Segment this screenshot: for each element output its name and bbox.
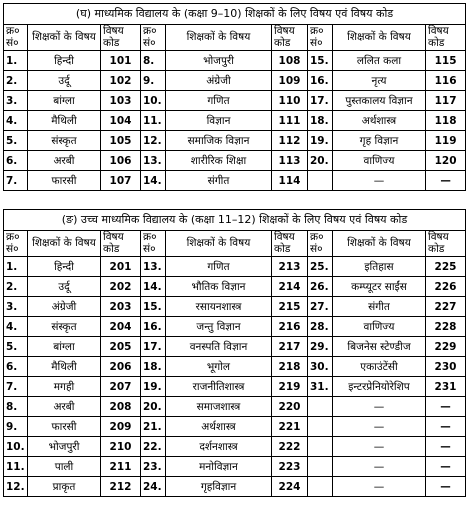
serial-number-cell [308,171,333,191]
subject-name-cell: — [333,417,426,437]
subject-name-cell: अंग्रेजी [28,297,101,317]
serial-number-cell: 9. [141,71,166,91]
serial-number-cell: 20. [308,151,333,171]
header-row [4,231,466,257]
subject-code-cell: 231 [426,377,466,397]
subject-code-cell: 107 [101,171,141,191]
serial-number-cell: 9. [4,417,28,437]
table-spacer [3,191,465,209]
subject-code-cell: 120 [426,151,466,171]
serial-number-cell: 4. [4,317,28,337]
subject-code-cell: 111 [272,111,308,131]
subject-name-cell: विज्ञान [166,111,272,131]
subject-code-cell: — [426,437,466,457]
subject-code-cell: 209 [101,417,141,437]
subject-code-cell: 210 [101,437,141,457]
subject-name-cell: उर्दू [28,277,101,297]
subject-code-cell: 116 [426,71,466,91]
subject-name-cell: पुस्तकालय विज्ञान [333,91,426,111]
subject-name-cell: मनोविज्ञान [166,457,272,477]
serial-number-cell: 2. [4,277,28,297]
subject-name-cell: राजनीतिशास्त्र [166,377,272,397]
subject-code-cell: 118 [426,111,466,131]
subject-code-cell: — [426,477,466,497]
subject-code-cell: 216 [272,317,308,337]
subject-code-cell: 226 [426,277,466,297]
table-row [4,111,466,131]
subject-code-cell: 214 [272,277,308,297]
table-row [4,397,466,417]
table-row [4,91,466,111]
serial-number-cell: 23. [141,457,166,477]
column-header-subject: शिक्षकों के विषय [28,25,101,51]
subject-code-cell: 102 [101,71,141,91]
serial-number-cell: 21. [141,417,166,437]
subject-code-cell: 215 [272,297,308,317]
subject-code-cell: — [426,417,466,437]
serial-number-cell: 14. [141,277,166,297]
subject-code-cell: 104 [101,111,141,131]
subject-code-cell: 229 [426,337,466,357]
subject-code-cell: 110 [272,91,308,111]
serial-number-cell: 2. [4,71,28,91]
serial-number-cell: 8. [4,397,28,417]
table-row [4,131,466,151]
serial-number-cell [308,457,333,477]
serial-number-cell: 16. [141,317,166,337]
serial-number-cell: 3. [4,91,28,111]
column-header-code: विषय कोड [272,25,308,51]
subject-name-cell: नृत्य [333,71,426,91]
column-header-subject: शिक्षकों के विषय [166,25,272,51]
subject-code-cell: 206 [101,357,141,377]
subject-code-cell: 114 [272,171,308,191]
subject-name-cell: गृहविज्ञान [166,477,272,497]
subject-name-cell: — [333,171,426,191]
serial-number-cell: 14. [141,171,166,191]
subject-code-cell: 217 [272,337,308,357]
subject-name-cell: अर्थशास्त्र [333,111,426,131]
subject-code-cell: — [426,397,466,417]
subject-code-cell: 105 [101,131,141,151]
subject-name-cell: जन्तु विज्ञान [166,317,272,337]
table-row [4,257,466,277]
table-row [4,277,466,297]
column-header-serial: क्र० सं० [308,25,333,51]
subject-code-cell: 213 [272,257,308,277]
subject-code-cell: 208 [101,397,141,417]
subject-code-cell: 221 [272,417,308,437]
serial-number-cell: 6. [4,357,28,377]
subject-name-cell: संगीत [166,171,272,191]
subject-name-cell: एकाउंटेंसी [333,357,426,377]
subject-name-cell: इतिहास [333,257,426,277]
column-header-code: विषय कोड [426,25,466,51]
subject-name-cell: — [333,457,426,477]
subject-name-cell: गृह विज्ञान [333,131,426,151]
subject-name-cell: मैथिली [28,357,101,377]
serial-number-cell: 7. [4,171,28,191]
subject-code-cell: 218 [272,357,308,377]
secondary-table-title: (घ) माध्यमिक विद्यालय के (कक्षा 9–10) शिक्षकों के लिए विषय एवं विषय कोड [4,4,466,25]
subject-name-cell: हिन्दी [28,51,101,71]
column-header-serial: क्र० सं० [4,231,28,257]
subject-name-cell: हिन्दी [28,257,101,277]
column-header-code: विषय कोड [101,231,141,257]
serial-number-cell: 18. [308,111,333,131]
subject-name-cell: पाली [28,457,101,477]
subject-code-cell: 230 [426,357,466,377]
table-row [4,71,466,91]
serial-number-cell: 5. [4,337,28,357]
column-header-serial: क्र० सं० [308,231,333,257]
subject-code-cell: 227 [426,297,466,317]
subject-code-cell: 113 [272,151,308,171]
subject-code-cell: 101 [101,51,141,71]
subject-name-cell: उर्दू [28,71,101,91]
column-header-serial: क्र० सं० [141,25,166,51]
subject-code-cell: 223 [272,457,308,477]
serial-number-cell: 4. [4,111,28,131]
subject-code-cell: 228 [426,317,466,337]
higher-secondary-table-title: (ङ) उच्च माध्यमिक विद्यालय के (कक्षा 11–12) शिक्षकों के लिए विषय एवं विषय कोड [4,210,466,231]
subject-name-cell: भौतिक विज्ञान [166,277,272,297]
serial-number-cell: 17. [308,91,333,111]
subject-name-cell: फारसी [28,171,101,191]
serial-number-cell: 27. [308,297,333,317]
subject-code-cell: 106 [101,151,141,171]
subject-code-cell: 103 [101,91,141,111]
subject-name-cell: वाणिज्य [333,317,426,337]
subject-code-cell: — [426,171,466,191]
subject-name-cell: संगीत [333,297,426,317]
column-header-serial: क्र० सं० [141,231,166,257]
subject-name-cell: रसायनशास्त्र [166,297,272,317]
serial-number-cell: 19. [308,131,333,151]
column-header-serial: क्र० सं० [4,25,28,51]
subject-name-cell: गणित [166,91,272,111]
secondary-subject-table [3,3,466,191]
table-row [4,51,466,71]
subject-name-cell: दर्शनशास्त्र [166,437,272,457]
table-row [4,417,466,437]
serial-number-cell: 15. [141,297,166,317]
column-header-code: विषय कोड [426,231,466,257]
serial-number-cell: 31. [308,377,333,397]
table-row [4,317,466,337]
subject-name-cell: वाणिज्य [333,151,426,171]
table-row [4,151,466,171]
serial-number-cell [308,437,333,457]
subject-name-cell: — [333,437,426,457]
serial-number-cell: 28. [308,317,333,337]
subject-name-cell: अंग्रेजी [166,71,272,91]
serial-number-cell: 7. [4,377,28,397]
column-header-subject: शिक्षकों के विषय [333,25,426,51]
table-row [4,377,466,397]
subject-code-cell: 201 [101,257,141,277]
serial-number-cell [308,477,333,497]
serial-number-cell: 11. [4,457,28,477]
serial-number-cell: 10. [4,437,28,457]
subject-name-cell: अरबी [28,151,101,171]
column-header-subject: शिक्षकों के विषय [28,231,101,257]
serial-number-cell: 13. [141,151,166,171]
subject-name-cell: कम्प्यूटर साईंस [333,277,426,297]
subject-code-cell: 119 [426,131,466,151]
subject-name-cell: मगही [28,377,101,397]
serial-number-cell: 16. [308,71,333,91]
table-row [4,457,466,477]
subject-name-cell: बांग्ला [28,91,101,111]
document [3,3,465,497]
subject-name-cell: इन्टरप्रेनियोरेशिप [333,377,426,397]
column-header-subject: शिक्षकों के विषय [333,231,426,257]
subject-code-cell: 224 [272,477,308,497]
subject-code-cell: 205 [101,337,141,357]
subject-name-cell: संस्कृत [28,317,101,337]
table-row [4,337,466,357]
table-row [4,357,466,377]
table-row [4,477,466,497]
subject-name-cell: — [333,477,426,497]
serial-number-cell: 11. [141,111,166,131]
serial-number-cell: 12. [4,477,28,497]
subject-name-cell: प्राकृत [28,477,101,497]
subject-code-cell: — [426,457,466,477]
serial-number-cell: 6. [4,151,28,171]
serial-number-cell: 25. [308,257,333,277]
serial-number-cell: 15. [308,51,333,71]
subject-name-cell: समाजशास्त्र [166,397,272,417]
subject-code-cell: 219 [272,377,308,397]
subject-name-cell: फारसी [28,417,101,437]
subject-code-cell: 212 [101,477,141,497]
column-header-code: विषय कोड [101,25,141,51]
table-row [4,297,466,317]
serial-number-cell: 8. [141,51,166,71]
subject-code-cell: 108 [272,51,308,71]
subject-name-cell: वनस्पति विज्ञान [166,337,272,357]
subject-name-cell: अरबी [28,397,101,417]
serial-number-cell: 29. [308,337,333,357]
column-header-code: विषय कोड [272,231,308,257]
subject-code-cell: 220 [272,397,308,417]
serial-number-cell: 19. [141,377,166,397]
serial-number-cell: 17. [141,337,166,357]
serial-number-cell: 20. [141,397,166,417]
subject-name-cell: गणित [166,257,272,277]
column-header-subject: शिक्षकों के विषय [166,231,272,257]
table-row [4,171,466,191]
subject-name-cell: शारीरिक शिक्षा [166,151,272,171]
serial-number-cell [308,417,333,437]
subject-code-cell: 211 [101,457,141,477]
subject-name-cell: भोजपुरी [166,51,272,71]
subject-code-cell: 204 [101,317,141,337]
serial-number-cell: 18. [141,357,166,377]
serial-number-cell: 3. [4,297,28,317]
subject-code-cell: 115 [426,51,466,71]
subject-code-cell: 203 [101,297,141,317]
subject-code-cell: 202 [101,277,141,297]
subject-code-cell: 109 [272,71,308,91]
subject-name-cell: — [333,397,426,417]
table-row [4,437,466,457]
serial-number-cell: 1. [4,257,28,277]
subject-name-cell: भोजपुरी [28,437,101,457]
subject-name-cell: संस्कृत [28,131,101,151]
subject-name-cell: मैथिली [28,111,101,131]
header-row [4,25,466,51]
subject-code-cell: 222 [272,437,308,457]
serial-number-cell: 1. [4,51,28,71]
subject-name-cell: अर्थशास्त्र [166,417,272,437]
subject-name-cell: ललित कला [333,51,426,71]
subject-code-cell: 112 [272,131,308,151]
subject-code-cell: 117 [426,91,466,111]
serial-number-cell: 26. [308,277,333,297]
subject-name-cell: भूगोल [166,357,272,377]
serial-number-cell: 24. [141,477,166,497]
serial-number-cell [308,397,333,417]
serial-number-cell: 5. [4,131,28,151]
subject-code-cell: 225 [426,257,466,277]
serial-number-cell: 30. [308,357,333,377]
serial-number-cell: 22. [141,437,166,457]
subject-name-cell: बांग्ला [28,337,101,357]
subject-name-cell: बिजनेस स्टेण्डीज [333,337,426,357]
higher-secondary-subject-table [3,209,466,497]
serial-number-cell: 12. [141,131,166,151]
serial-number-cell: 10. [141,91,166,111]
subject-code-cell: 207 [101,377,141,397]
serial-number-cell: 13. [141,257,166,277]
subject-name-cell: समाजिक विज्ञान [166,131,272,151]
